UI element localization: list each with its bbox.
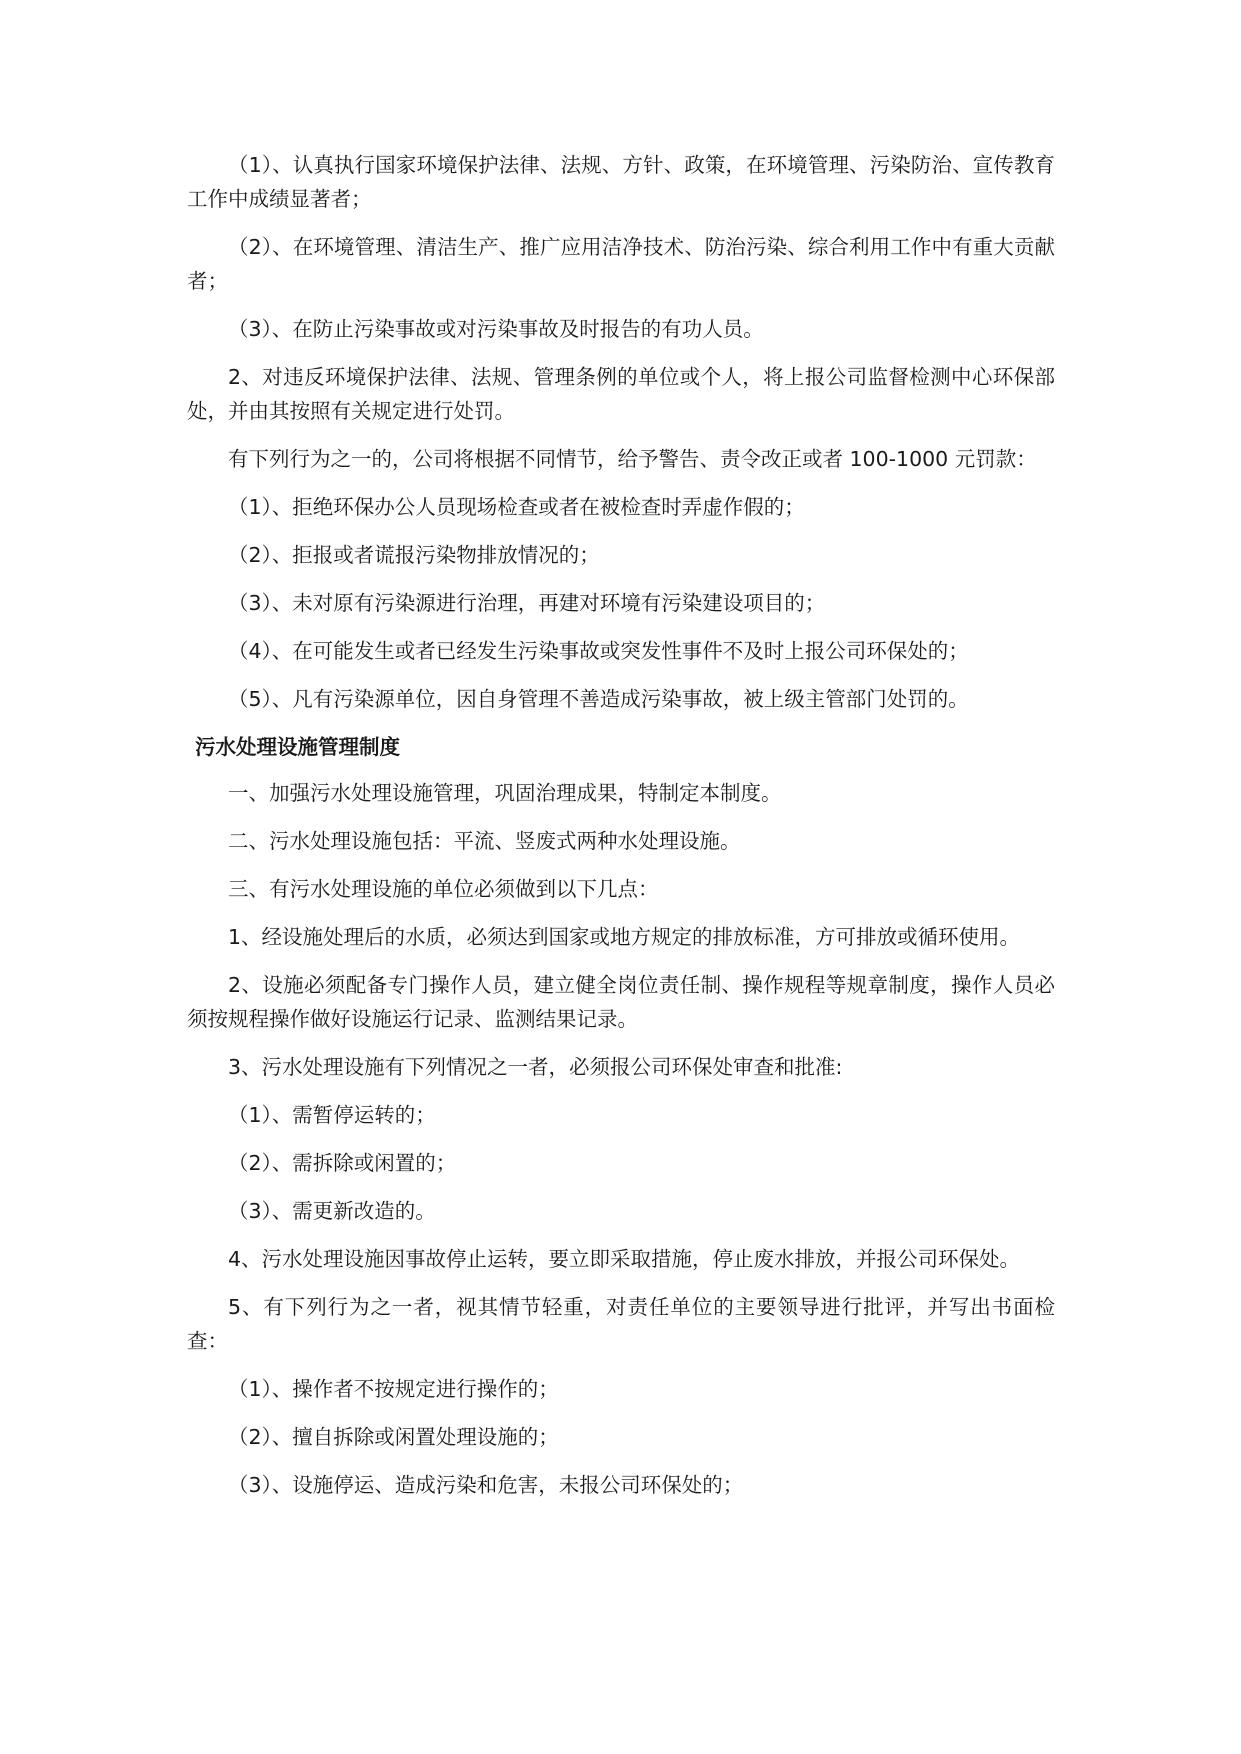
reward-item-2: （2）、在环境管理、清洁生产、推广应用洁净技术、防治污染、综合利用工作中有重大贡献者；: [187, 235, 1055, 293]
reward-item-1: （1）、认真执行国家环境保护法律、法规、方针、政策，在环境管理、污染防治、宣传教育工作中成绩显著者；: [187, 153, 1055, 211]
sewage-para-4: 1、经设施处理后的水质，必须达到国家或地方规定的排放标准，方可排放或循环使用。: [228, 925, 1021, 949]
sewage-para-2: 二、污水处理设施包括：平流、竖废式两种水处理设施。: [228, 829, 741, 853]
reward-item-3: （3）、在防止污染事故或对污染事故及时报告的有功人员。: [228, 317, 764, 341]
sewage-item-2: （2）、需拆除或闲置的；: [228, 1151, 457, 1175]
sewage-para-7: 4、污水处理设施因事故停止运转，要立即采取措施，停止废水排放，并报公司环保处。: [228, 1247, 1021, 1271]
sewage-item-5: （2）、擅自拆除或闲置处理设施的；: [228, 1425, 559, 1449]
sewage-item-6: （3）、设施停运、造成污染和危害，未报公司环保处的；: [228, 1473, 744, 1497]
sewage-para-3: 三、有污水处理设施的单位必须做到以下几点：: [228, 877, 659, 901]
penalty-item-5: （5）、凡有污染源单位，因自身管理不善造成污染事故，被上级主管部门处罚的。: [228, 687, 969, 711]
sewage-para-8: 5、有下列行为之一者，视其情节轻重，对责任单位的主要领导进行批评，并写出书面检查：: [187, 1295, 1055, 1353]
penalty-item-1: （1）、拒绝环保办公人员现场检查或者在被检查时弄虚作假的；: [228, 495, 805, 519]
sewage-item-1: （1）、需暂停运转的；: [228, 1103, 436, 1127]
section-heading: 污水处理设施管理制度: [195, 735, 400, 759]
penalty-intro: 2、对违反环境保护法律、法规、管理条例的单位或个人，将上报公司监督检测中心环保部处，并由其按照有关规定进行处罚。: [187, 365, 1055, 423]
penalty-item-4: （4）、在可能发生或者已经发生污染事故或突发性事件不及时上报公司环保处的；: [228, 639, 969, 663]
sewage-para-6: 3、污水处理设施有下列情况之一者，必须报公司环保处审查和批准:: [228, 1055, 843, 1079]
sewage-item-3: （3）、需更新改造的。: [228, 1199, 436, 1223]
document-body: [187, 148, 1055, 1516]
penalty-scope: 有下列行为之一的，公司将根据不同情节，给予警告、责令改正或者 100-1000 元罚款：: [228, 447, 1037, 471]
sewage-item-4: （1）、操作者不按规定进行操作的；: [228, 1377, 559, 1401]
sewage-para-5: 2、设施必须配备专门操作人员，建立健全岗位责任制、操作规程等规章制度，操作人员必须按规程操作做好设施运行记录、监测结果记录。: [187, 973, 1055, 1031]
penalty-item-2: （2）、拒报或者谎报污染物排放情况的；: [228, 543, 600, 567]
penalty-item-3: （3）、未对原有污染源进行治理，再建对环境有污染建设项目的；: [228, 591, 826, 615]
sewage-para-1: 一、加强污水处理设施管理，巩固治理成果，特制定本制度。: [228, 781, 782, 805]
